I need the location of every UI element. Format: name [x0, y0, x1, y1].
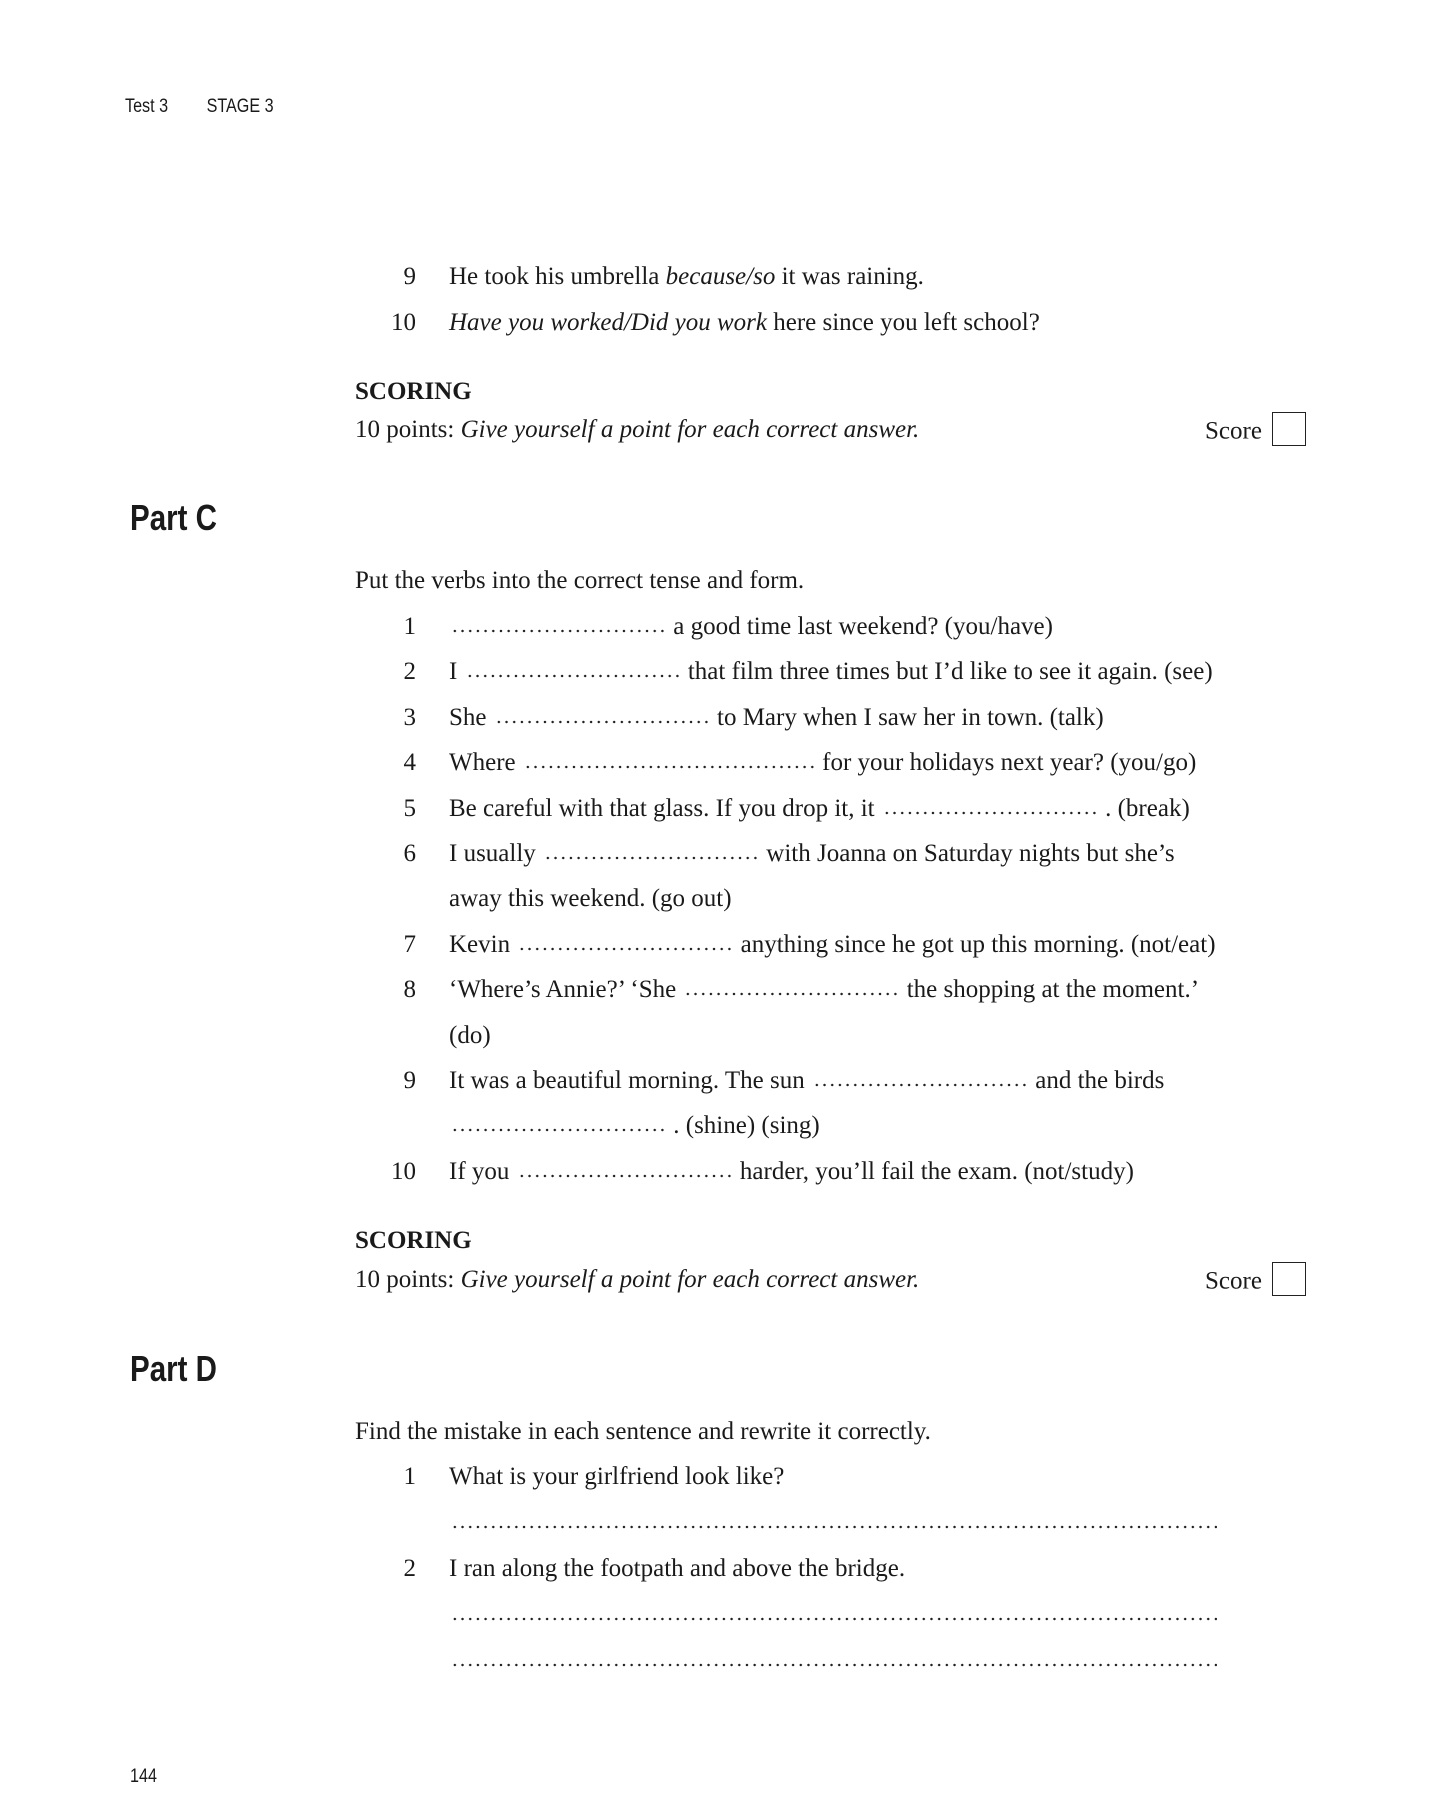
- score-label: Score: [1205, 1267, 1262, 1295]
- item-text: a good time last weekend? (you/have): [667, 613, 1053, 640]
- italic-text: Have you worked/Did you work: [449, 308, 767, 336]
- item-line: [449, 704, 1104, 732]
- item-line: [449, 840, 1175, 868]
- item-number: 3: [403, 703, 416, 731]
- item-text: for your holidays next year? (you/go): [815, 749, 1197, 777]
- item-number: 8: [403, 976, 416, 1004]
- score-field: [1205, 416, 1306, 450]
- item-text: . (break): [1098, 794, 1190, 822]
- item-number: 5: [403, 794, 416, 822]
- part-d-instruction: Find the mistake in each sentence and rewrite it correctly.: [355, 1418, 931, 1445]
- item-text: If you: [449, 1157, 516, 1185]
- scoring-text: Give yourself a point for each correct answer.: [460, 416, 920, 443]
- item-text: What is your girlfriend look like?: [449, 1463, 785, 1490]
- score-field: [1205, 1266, 1306, 1300]
- item-line: [449, 1158, 1134, 1186]
- scoring-instruction: [355, 416, 919, 444]
- item-text: the shopping at the moment.’: [900, 976, 1200, 1004]
- answer-blank[interactable]: [466, 673, 680, 679]
- score-box[interactable]: [1272, 1262, 1306, 1296]
- item-line: [449, 749, 1196, 777]
- item-line: [449, 658, 1213, 686]
- item-number: 6: [403, 840, 416, 867]
- item-text: (do): [449, 1021, 491, 1049]
- item-text: I: [449, 658, 464, 686]
- item-text: away this weekend. (go out): [449, 885, 732, 913]
- score-label: Score: [1205, 417, 1262, 445]
- item-line: [449, 263, 924, 291]
- item-text: Be careful with that glass. If you drop it, it: [449, 794, 881, 822]
- item-number: 1: [403, 1463, 416, 1490]
- item-number: 4: [403, 749, 416, 777]
- item-line: [449, 976, 1199, 1004]
- item-line: [449, 1555, 905, 1583]
- item-line: [449, 1067, 1164, 1095]
- item-text: Where: [449, 749, 522, 777]
- answer-blank[interactable]: [524, 764, 814, 770]
- item-line: [449, 931, 1216, 959]
- answer-blank[interactable]: [451, 1127, 665, 1133]
- item-text: anything since he got up this morning. (not/eat): [734, 930, 1216, 958]
- item-number: 7: [403, 930, 416, 958]
- item-text: ‘Where’s Annie?’ ‘She: [449, 976, 683, 1004]
- item-text: . (shine) (sing): [667, 1112, 820, 1140]
- part-c-instruction: Put the verbs into the correct tense and form.: [355, 567, 805, 594]
- scoring-text: Give yourself a point for each correct answer.: [460, 1266, 920, 1293]
- answer-blank[interactable]: [883, 810, 1097, 816]
- item-line: [449, 795, 1190, 823]
- item-line: [449, 613, 1053, 641]
- scoring-heading: SCORING: [355, 1227, 472, 1254]
- answer-blank[interactable]: [451, 1524, 1217, 1530]
- page-number: 144: [130, 1766, 157, 1787]
- answer-blank[interactable]: [451, 628, 665, 634]
- score-box[interactable]: [1272, 412, 1306, 446]
- running-header: [125, 96, 274, 118]
- item-line: [449, 1463, 784, 1491]
- item-line: [449, 1112, 820, 1140]
- answer-blank[interactable]: [684, 991, 898, 997]
- answer-blank[interactable]: [451, 1616, 1217, 1622]
- item-text: I usually: [449, 840, 543, 867]
- item-text: She: [449, 703, 493, 731]
- italic-text: because/so: [665, 263, 776, 290]
- item-text: He took his umbrella: [449, 263, 666, 290]
- scoring-heading: SCORING: [355, 378, 472, 405]
- item-number: 9: [403, 1067, 416, 1094]
- item-text: here since you left school?: [766, 308, 1040, 336]
- item-text: with Joanna on Saturday nights but she’s: [760, 840, 1175, 867]
- item-text: Kevin: [449, 930, 517, 958]
- item-number: 2: [403, 1555, 416, 1582]
- answer-blank[interactable]: [451, 1662, 1217, 1668]
- item-number: 1: [403, 613, 416, 640]
- points-text: 10 points:: [355, 416, 461, 443]
- item-text: to Mary when I saw her in town. (talk): [710, 703, 1104, 731]
- item-line: [449, 1647, 1219, 1675]
- item-line: [449, 309, 1040, 337]
- item-line: [449, 1022, 491, 1050]
- item-text: harder, you’ll fail the exam. (not/study): [733, 1157, 1134, 1185]
- item-number: 10: [391, 1157, 416, 1185]
- item-line: [449, 1509, 1219, 1537]
- part-d-title: Part D: [130, 1348, 217, 1389]
- item-text: it was raining.: [775, 263, 924, 290]
- item-line: [449, 885, 732, 913]
- item-number: 2: [403, 658, 416, 686]
- answer-blank[interactable]: [544, 855, 758, 861]
- scoring-instruction: [355, 1266, 919, 1294]
- answer-blank[interactable]: [495, 719, 709, 725]
- item-text: I ran along the footpath and above the bridge.: [449, 1555, 906, 1582]
- item-text: and the birds: [1028, 1067, 1165, 1094]
- answer-blank[interactable]: [518, 1173, 732, 1179]
- answer-blank[interactable]: [518, 946, 732, 952]
- points-text: 10 points:: [355, 1266, 461, 1293]
- test-label: Test 3: [125, 96, 169, 117]
- item-number: 10: [391, 308, 416, 336]
- answer-blank[interactable]: [813, 1082, 1027, 1088]
- item-text: It was a beautiful morning. The sun: [449, 1067, 811, 1094]
- item-text: that film three times but I’d like to see it again. (see): [681, 658, 1213, 686]
- item-number: 9: [403, 263, 416, 290]
- part-c-title: Part C: [130, 497, 217, 538]
- item-line: [449, 1601, 1219, 1629]
- stage-label: STAGE 3: [206, 96, 274, 117]
